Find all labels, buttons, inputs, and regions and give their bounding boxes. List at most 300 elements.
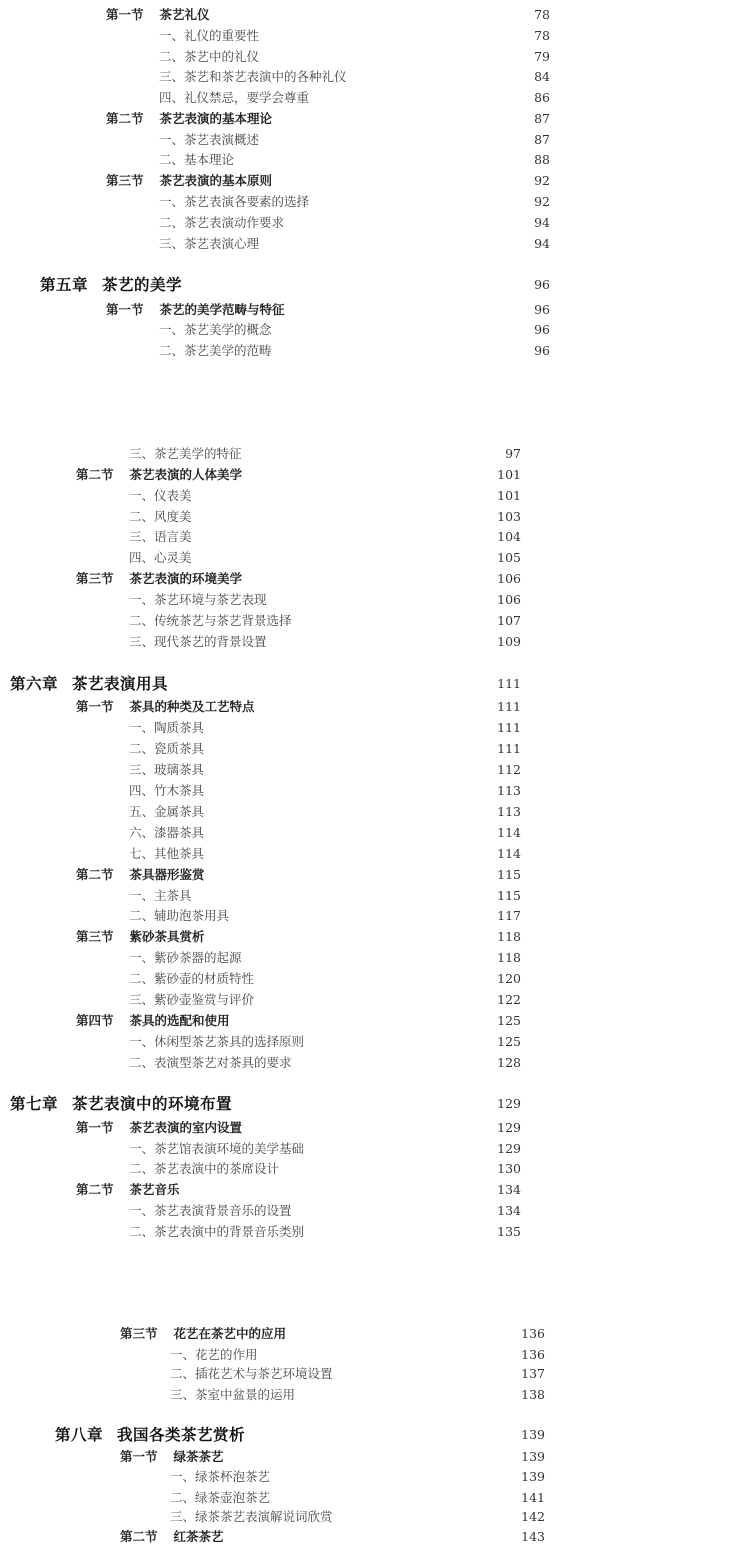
page-number: 106 (497, 592, 521, 607)
toc-entry-label (129, 590, 267, 610)
section-number: 第一节 (76, 1120, 114, 1135)
toc-item-row[interactable] (129, 739, 521, 759)
toc-entry-label (159, 192, 309, 212)
toc-entry-label (129, 1032, 304, 1052)
dot-leader (296, 611, 494, 631)
page-number: 106 (497, 571, 521, 586)
toc-entry-label (129, 548, 192, 568)
toc-section-row[interactable] (76, 1011, 521, 1031)
entry-title: 茶具器形鉴赏 (129, 867, 205, 882)
toc-section-row[interactable] (76, 1180, 521, 1200)
page-number: 137 (521, 1366, 545, 1381)
entry-title: 二、绿茶壶泡茶艺 (170, 1490, 271, 1505)
entry-title: 茶艺表演的环境美学 (129, 571, 243, 586)
page-number: 92 (534, 173, 550, 188)
page-number: 94 (534, 215, 550, 230)
toc-item-row[interactable] (159, 88, 550, 108)
entry-title: 二、茶艺美学的范畴 (159, 343, 272, 358)
dot-leader (228, 1527, 518, 1547)
toc-entry-label (76, 569, 242, 589)
entry-title: 四、礼仪禁忌，要学会尊重 (159, 90, 310, 105)
section-number: 第三节 (120, 1326, 158, 1341)
dot-leader (313, 88, 528, 108)
page-number: 142 (521, 1509, 545, 1524)
entry-title: 三、玻璃茶具 (129, 762, 205, 777)
page-number: 111 (497, 676, 521, 691)
page-number: 105 (497, 550, 521, 565)
entry-title: 茶艺的美学 (102, 275, 183, 294)
entry-title: 二、茶艺表演中的背景音乐类别 (129, 1224, 305, 1239)
section-number: 第三节 (76, 929, 114, 944)
toc-entry-label (120, 1527, 224, 1547)
toc-item-row[interactable] (159, 150, 550, 170)
toc-item-row[interactable] (129, 632, 521, 652)
page-number: 139 (521, 1469, 545, 1484)
page-number: 136 (521, 1347, 545, 1362)
dot-leader (186, 275, 528, 295)
dot-leader (276, 109, 528, 129)
dot-leader (249, 1425, 517, 1445)
page-number: 92 (534, 194, 550, 209)
dot-leader (258, 990, 493, 1010)
entry-title: 三、语言美 (129, 529, 192, 544)
toc-entry-label (129, 948, 242, 968)
dot-leader (276, 171, 528, 191)
dot-leader (228, 1447, 518, 1467)
toc-item-row[interactable] (129, 1053, 521, 1073)
toc-item-row[interactable] (129, 906, 521, 926)
dot-leader (263, 130, 528, 150)
toc-section-row[interactable] (120, 1324, 545, 1344)
section-number: 第二节 (120, 1529, 158, 1544)
toc-entry-label (129, 1159, 279, 1179)
toc-section-row[interactable] (76, 569, 521, 589)
entry-title: 二、紫砂壶的材质特性 (129, 971, 255, 986)
toc-item-row[interactable] (170, 1385, 545, 1405)
dot-leader (246, 569, 493, 589)
entry-title: 三、茶艺表演心理 (159, 236, 260, 251)
toc-item-row[interactable] (170, 1364, 545, 1384)
toc-item-row[interactable] (129, 948, 521, 968)
entry-title: 一、花艺的作用 (170, 1347, 258, 1362)
entry-title: 二、茶艺中的礼仪 (159, 49, 260, 64)
dot-leader (296, 1201, 494, 1221)
toc-item-row[interactable] (159, 47, 550, 67)
toc-chapter-row[interactable] (10, 1092, 521, 1116)
page-number: 128 (497, 1055, 521, 1070)
dot-leader (296, 1053, 494, 1073)
toc-entry-label (129, 906, 229, 926)
toc-entry-label (129, 760, 204, 780)
section-number: 第二节 (76, 467, 114, 482)
page-number: 122 (497, 992, 521, 1007)
toc-item-row[interactable] (159, 320, 550, 340)
entry-title: 茶艺表演用具 (72, 674, 169, 693)
dot-leader (274, 1467, 517, 1487)
toc-section-row[interactable] (106, 109, 550, 129)
toc-entry-label (76, 865, 205, 885)
page-number: 79 (534, 49, 550, 64)
dot-leader (337, 1507, 518, 1527)
entry-title: 茶具的种类及工艺特点 (129, 699, 255, 714)
toc-entry-label (159, 130, 259, 150)
page-number: 134 (497, 1182, 521, 1197)
dot-leader (209, 865, 494, 885)
entry-title: 茶艺表演的基本原则 (159, 173, 273, 188)
dot-leader (196, 548, 494, 568)
entry-title: 二、表演型茶艺对茶具的要求 (129, 1055, 292, 1070)
toc-section-row[interactable] (120, 1527, 545, 1547)
dot-leader (351, 67, 528, 87)
toc-item-row[interactable] (129, 1222, 521, 1242)
dot-leader (246, 444, 499, 464)
toc-entry-label (170, 1345, 258, 1365)
dot-leader (337, 1364, 518, 1384)
dot-leader (258, 969, 493, 989)
page-number: 103 (497, 509, 521, 524)
page-number: 97 (505, 446, 521, 461)
page-number: 84 (534, 69, 550, 84)
entry-title: 二、茶艺表演中的茶席设计 (129, 1161, 280, 1176)
toc-chapter-row[interactable] (40, 273, 550, 297)
page-number: 115 (497, 888, 521, 903)
toc-entry-label (129, 739, 204, 759)
dot-leader (236, 1094, 493, 1114)
page-number: 130 (497, 1161, 521, 1176)
toc-item-row[interactable] (129, 969, 521, 989)
entry-title: 一、茶艺馆表演环境的美学基础 (129, 1141, 305, 1156)
toc-entry-label (170, 1488, 270, 1508)
dot-leader (313, 192, 528, 212)
toc-item-row[interactable] (129, 444, 521, 464)
toc-item-row[interactable] (129, 718, 521, 738)
toc-chapter-row[interactable] (55, 1423, 545, 1447)
toc-entry-label (170, 1467, 270, 1487)
toc-entry-label (76, 1118, 242, 1138)
chapter-number: 第八章 (55, 1425, 104, 1444)
page-number: 129 (497, 1120, 521, 1135)
page-number: 114 (497, 846, 521, 861)
toc-entry-label (129, 632, 267, 652)
dot-leader (246, 465, 493, 485)
dot-leader (262, 1345, 518, 1365)
entry-title: 三、茶艺和茶艺表演中的各种礼仪 (159, 69, 347, 84)
dot-leader (289, 300, 528, 320)
section-number: 第四节 (76, 1013, 114, 1028)
dot-leader (196, 886, 494, 906)
entry-title: 二、辅助泡茶用具 (129, 908, 230, 923)
entry-title: 二、风度美 (129, 509, 192, 524)
entry-title: 一、紫砂茶器的起源 (129, 950, 242, 965)
entry-title: 茶艺表演的室内设置 (129, 1120, 243, 1135)
toc-entry-label (159, 150, 234, 170)
toc-section-row[interactable] (76, 1118, 521, 1138)
dot-leader (299, 1385, 517, 1405)
section-number: 第一节 (106, 7, 144, 22)
page-number: 96 (534, 302, 550, 317)
entry-title: 三、茶室中盆景的运用 (170, 1387, 296, 1402)
section-number: 第二节 (106, 111, 144, 126)
page-number: 107 (497, 613, 521, 628)
toc-entry-label (10, 672, 168, 696)
toc-item-row[interactable] (170, 1507, 545, 1527)
page-number: 112 (497, 762, 521, 777)
toc-item-row[interactable] (129, 781, 521, 801)
page-number: 118 (497, 929, 521, 944)
toc-entry-label (159, 88, 309, 108)
dot-leader (208, 718, 493, 738)
page-number: 111 (497, 720, 521, 735)
toc-section-row[interactable] (76, 865, 521, 885)
toc-section-row[interactable] (106, 171, 550, 191)
toc-section-row[interactable] (76, 465, 521, 485)
entry-title: 一、茶艺表演概述 (159, 132, 260, 147)
toc-entry-label (129, 886, 192, 906)
entry-title: 茶艺的美学范畴与特征 (159, 302, 285, 317)
page-number: 125 (497, 1013, 521, 1028)
page-number: 136 (521, 1326, 545, 1341)
page-number: 141 (521, 1490, 545, 1505)
entry-title: 二、插花艺术与茶艺环境设置 (170, 1366, 333, 1381)
toc-item-row[interactable] (159, 341, 550, 361)
toc-entry-label (106, 109, 272, 129)
toc-entry-label (129, 990, 254, 1010)
page-number: 118 (497, 950, 521, 965)
toc-item-row[interactable] (129, 886, 521, 906)
page-number: 113 (497, 783, 521, 798)
dot-leader (276, 320, 528, 340)
toc-item-row[interactable] (129, 802, 521, 822)
entry-title: 我国各类茶艺赏析 (117, 1425, 246, 1444)
toc-entry-label (159, 67, 347, 87)
page-number: 115 (497, 867, 521, 882)
entry-title: 六、漆器茶具 (129, 825, 205, 840)
dot-leader (288, 213, 528, 233)
entry-title: 一、仪表美 (129, 488, 192, 503)
dot-leader (271, 632, 494, 652)
toc-entry-label (129, 527, 192, 547)
toc-entry-label (159, 234, 259, 254)
page-number: 94 (534, 236, 550, 251)
entry-title: 茶艺音乐 (129, 1182, 180, 1197)
dot-leader (274, 1488, 517, 1508)
page-number: 111 (497, 741, 521, 756)
page-number: 109 (497, 634, 521, 649)
dot-leader (308, 1032, 493, 1052)
chapter-number: 第六章 (10, 674, 59, 693)
toc-entry-label (129, 802, 204, 822)
dot-leader (172, 674, 493, 694)
toc-entry-label (55, 1423, 245, 1447)
toc-item-row[interactable] (159, 130, 550, 150)
section-number: 第三节 (106, 173, 144, 188)
toc-item-row[interactable] (129, 990, 521, 1010)
toc-entry-label (159, 341, 272, 361)
toc-item-row[interactable] (129, 527, 521, 547)
toc-section-row[interactable] (106, 300, 550, 320)
page-number: 101 (497, 488, 521, 503)
entry-title: 一、休闲型茶艺茶具的选择原则 (129, 1034, 305, 1049)
dot-leader (263, 47, 528, 67)
toc-entry-label (129, 823, 204, 843)
page-number: 87 (534, 111, 550, 126)
entry-title: 一、茶艺环境与茶艺表现 (129, 592, 267, 607)
entry-title: 二、传统茶艺与茶艺背景选择 (129, 613, 292, 628)
section-number: 第一节 (76, 699, 114, 714)
dot-leader (246, 948, 494, 968)
toc-entry-label (106, 171, 272, 191)
toc-entry-label (129, 1222, 304, 1242)
toc-entry-label (129, 781, 204, 801)
toc-section-row[interactable] (76, 697, 521, 717)
toc-item-row[interactable] (170, 1345, 545, 1365)
page-number: 138 (521, 1387, 545, 1402)
toc-item-row[interactable] (159, 67, 550, 87)
toc-entry-label (76, 927, 205, 947)
toc-chapter-row[interactable] (10, 672, 521, 696)
entry-title: 一、茶艺表演背景音乐的设置 (129, 1203, 292, 1218)
entry-title: 二、茶艺表演动作要求 (159, 215, 285, 230)
entry-title: 四、心灵美 (129, 550, 192, 565)
toc-item-row[interactable] (129, 611, 521, 631)
page-number: 111 (497, 699, 521, 714)
toc-entry-label (129, 486, 192, 506)
toc-item-row[interactable] (170, 1488, 545, 1508)
entry-title: 五、金属茶具 (129, 804, 205, 819)
dot-leader (208, 781, 493, 801)
dot-leader (208, 739, 493, 759)
toc-entry-label (10, 1092, 232, 1116)
toc-section-row[interactable] (106, 5, 550, 25)
entry-title: 一、礼仪的重要性 (159, 28, 260, 43)
section-number: 第一节 (120, 1449, 158, 1464)
dot-leader (196, 527, 494, 547)
toc-entry-label (76, 1011, 230, 1031)
toc-entry-label (129, 444, 242, 464)
dot-leader (208, 802, 493, 822)
toc-entry-label (159, 47, 259, 67)
toc-entry-label (129, 969, 254, 989)
toc-entry-label (106, 300, 285, 320)
entry-title: 二、基本理论 (159, 152, 235, 167)
dot-leader (276, 341, 528, 361)
section-number: 第一节 (106, 302, 144, 317)
entry-title: 红茶茶艺 (173, 1529, 224, 1544)
entry-title: 二、瓷质茶具 (129, 741, 205, 756)
dot-leader (209, 927, 494, 947)
entry-title: 一、陶质茶具 (129, 720, 205, 735)
toc-entry-label (170, 1364, 333, 1384)
entry-title: 七、其他茶具 (129, 846, 205, 861)
page-number: 113 (497, 804, 521, 819)
toc-entry-label (76, 465, 242, 485)
toc-item-row[interactable] (159, 234, 550, 254)
page-number: 78 (534, 28, 550, 43)
dot-leader (208, 844, 493, 864)
entry-title: 四、竹木茶具 (129, 783, 205, 798)
toc-entry-label (76, 697, 255, 717)
dot-leader (271, 590, 494, 610)
dot-leader (290, 1324, 517, 1344)
toc-item-row[interactable] (159, 26, 550, 46)
toc-item-row[interactable] (129, 1159, 521, 1179)
page-number: 96 (534, 322, 550, 337)
page-number: 125 (497, 1034, 521, 1049)
toc-entry-label (129, 611, 292, 631)
toc-item-row[interactable] (170, 1467, 545, 1487)
toc-item-row[interactable] (129, 1139, 521, 1159)
toc-entry-label (129, 507, 192, 527)
page-number: 86 (534, 90, 550, 105)
entry-title: 紫砂茶具赏析 (129, 929, 205, 944)
page-number: 78 (534, 7, 550, 22)
dot-leader (208, 823, 493, 843)
entry-title: 茶艺表演中的环境布置 (72, 1094, 233, 1113)
page-number: 120 (497, 971, 521, 986)
page-number: 135 (497, 1224, 521, 1239)
entry-title: 茶具的选配和使用 (129, 1013, 230, 1028)
page-number: 104 (497, 529, 521, 544)
entry-title: 三、紫砂壶鉴赏与评价 (129, 992, 255, 1007)
toc-item-row[interactable] (159, 213, 550, 233)
toc-entry-label (159, 213, 284, 233)
toc-entry-label (106, 5, 210, 25)
toc-item-row[interactable] (129, 1201, 521, 1221)
toc-entry-label (40, 273, 182, 297)
toc-item-row[interactable] (129, 1032, 521, 1052)
page-number: 87 (534, 132, 550, 147)
toc-section-row[interactable] (120, 1447, 545, 1467)
toc-section-row[interactable] (76, 927, 521, 947)
entry-title: 绿茶茶艺 (173, 1449, 224, 1464)
toc-item-row[interactable] (129, 823, 521, 843)
toc-entry-label (159, 26, 259, 46)
toc-item-row[interactable] (129, 486, 521, 506)
dot-leader (238, 150, 528, 170)
dot-leader (233, 906, 493, 926)
page-number: 129 (497, 1096, 521, 1111)
page-number: 101 (497, 467, 521, 482)
toc-entry-label (159, 320, 272, 340)
toc-item-row[interactable] (129, 844, 521, 864)
dot-leader (234, 1011, 494, 1031)
entry-title: 一、茶艺美学的概念 (159, 322, 272, 337)
section-number: 第三节 (76, 571, 114, 586)
page-number: 96 (534, 277, 550, 292)
toc-item-row[interactable] (129, 760, 521, 780)
entry-title: 一、茶艺表演各要素的选择 (159, 194, 310, 209)
page-number: 88 (534, 152, 550, 167)
toc-entry-label (120, 1324, 286, 1344)
section-number: 第二节 (76, 1182, 114, 1197)
section-number: 第二节 (76, 867, 114, 882)
entry-title: 一、主茶具 (129, 888, 192, 903)
entry-title: 一、绿茶杯泡茶艺 (170, 1469, 271, 1484)
toc-entry-label (170, 1507, 333, 1527)
toc-entry-label (170, 1385, 295, 1405)
page-number: 96 (534, 343, 550, 358)
toc-item-row[interactable] (129, 507, 521, 527)
toc-entry-label (129, 1053, 292, 1073)
page-number: 139 (521, 1449, 545, 1464)
page-number: 134 (497, 1203, 521, 1218)
toc-item-row[interactable] (159, 192, 550, 212)
dot-leader (283, 1159, 493, 1179)
dot-leader (246, 1118, 493, 1138)
toc-item-row[interactable] (129, 590, 521, 610)
chapter-number: 第七章 (10, 1094, 59, 1113)
toc-item-row[interactable] (129, 548, 521, 568)
